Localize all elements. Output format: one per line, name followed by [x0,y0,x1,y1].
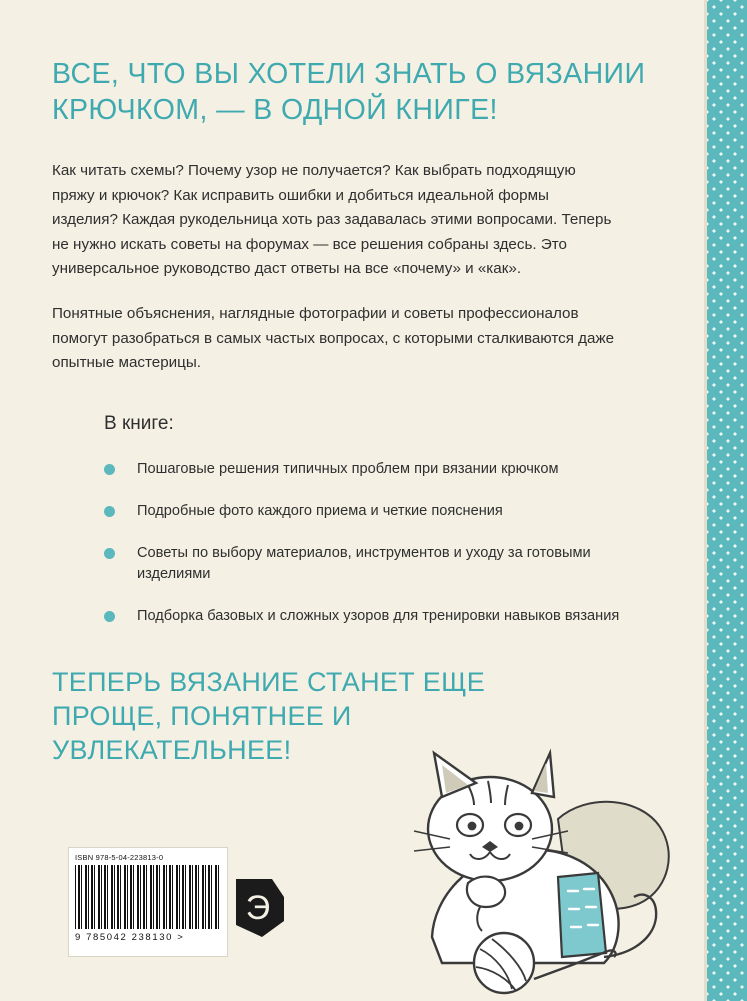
list-item-label: Подборка базовых и сложных узоров для тренировки навыков вязания [137,608,620,625]
publisher-logo-letter: Э [245,889,271,927]
page-title: ВСЕ, ЧТО ВЫ ХОТЕЛИ ЗНАТЬ О ВЯЗАНИИ КРЮЧКОМ, — В ОДНОЙ КНИГЕ! [52,58,646,127]
bullet-dot-icon [104,548,115,559]
list-item [104,459,655,480]
bullet-dot-icon [104,506,115,517]
list-item-label: Пошаговые решения типичных проблем при вязании крючком [137,460,559,477]
list-item-label: Подробные фото каждого приема и четкие пояснения [137,502,503,519]
list-item [104,543,655,585]
barcode-digits: 9 785042 238130 > [75,932,185,943]
list-item-label: Советы по выбору материалов, инструментов и уходу за готовыми изделиями [137,544,591,583]
intro-paragraph-2: Понятные объяснения, наглядные фотографии и советы профессионалов помогут разобраться в самых частых вопросах, с которыми сталкиваются даже опытные мастерицы. [52,305,615,372]
spine-dotted-strip [707,0,747,1001]
barcode-bars [75,865,221,929]
in-book-list [104,459,655,628]
bullet-dot-icon [104,611,115,622]
publisher-logo [232,875,288,941]
in-book-section [52,412,655,627]
closing-statement: ТЕПЕРЬ ВЯЗАНИЕ СТАНЕТ ЕЩЕ ПРОЩЕ, ПОНЯТНЕЕ И УВЛЕКАТЕЛЬНЕЕ! [52,667,486,766]
bullet-dot-icon [104,464,115,475]
cat-illustration [372,701,702,1001]
in-book-heading: В книге: [104,412,174,434]
list-item [104,606,655,627]
isbn-label: ISBN 978-5-04-223813-0 [75,853,164,862]
barcode [68,847,228,957]
list-item [104,501,655,522]
intro-paragraph-1: Как читать схемы? Почему узор не получается? Как выбрать подходящую пряжу и крючок? Как исправить ошибки и добиться идеальной формы изделия? Каждая рукодельница хоть раз задавалась этими вопросами. Теперь не нужно искать советы на форумах — все решения собраны здесь. Это универсальное руководство даст ответы на все «почему» и «как». [52,161,612,278]
